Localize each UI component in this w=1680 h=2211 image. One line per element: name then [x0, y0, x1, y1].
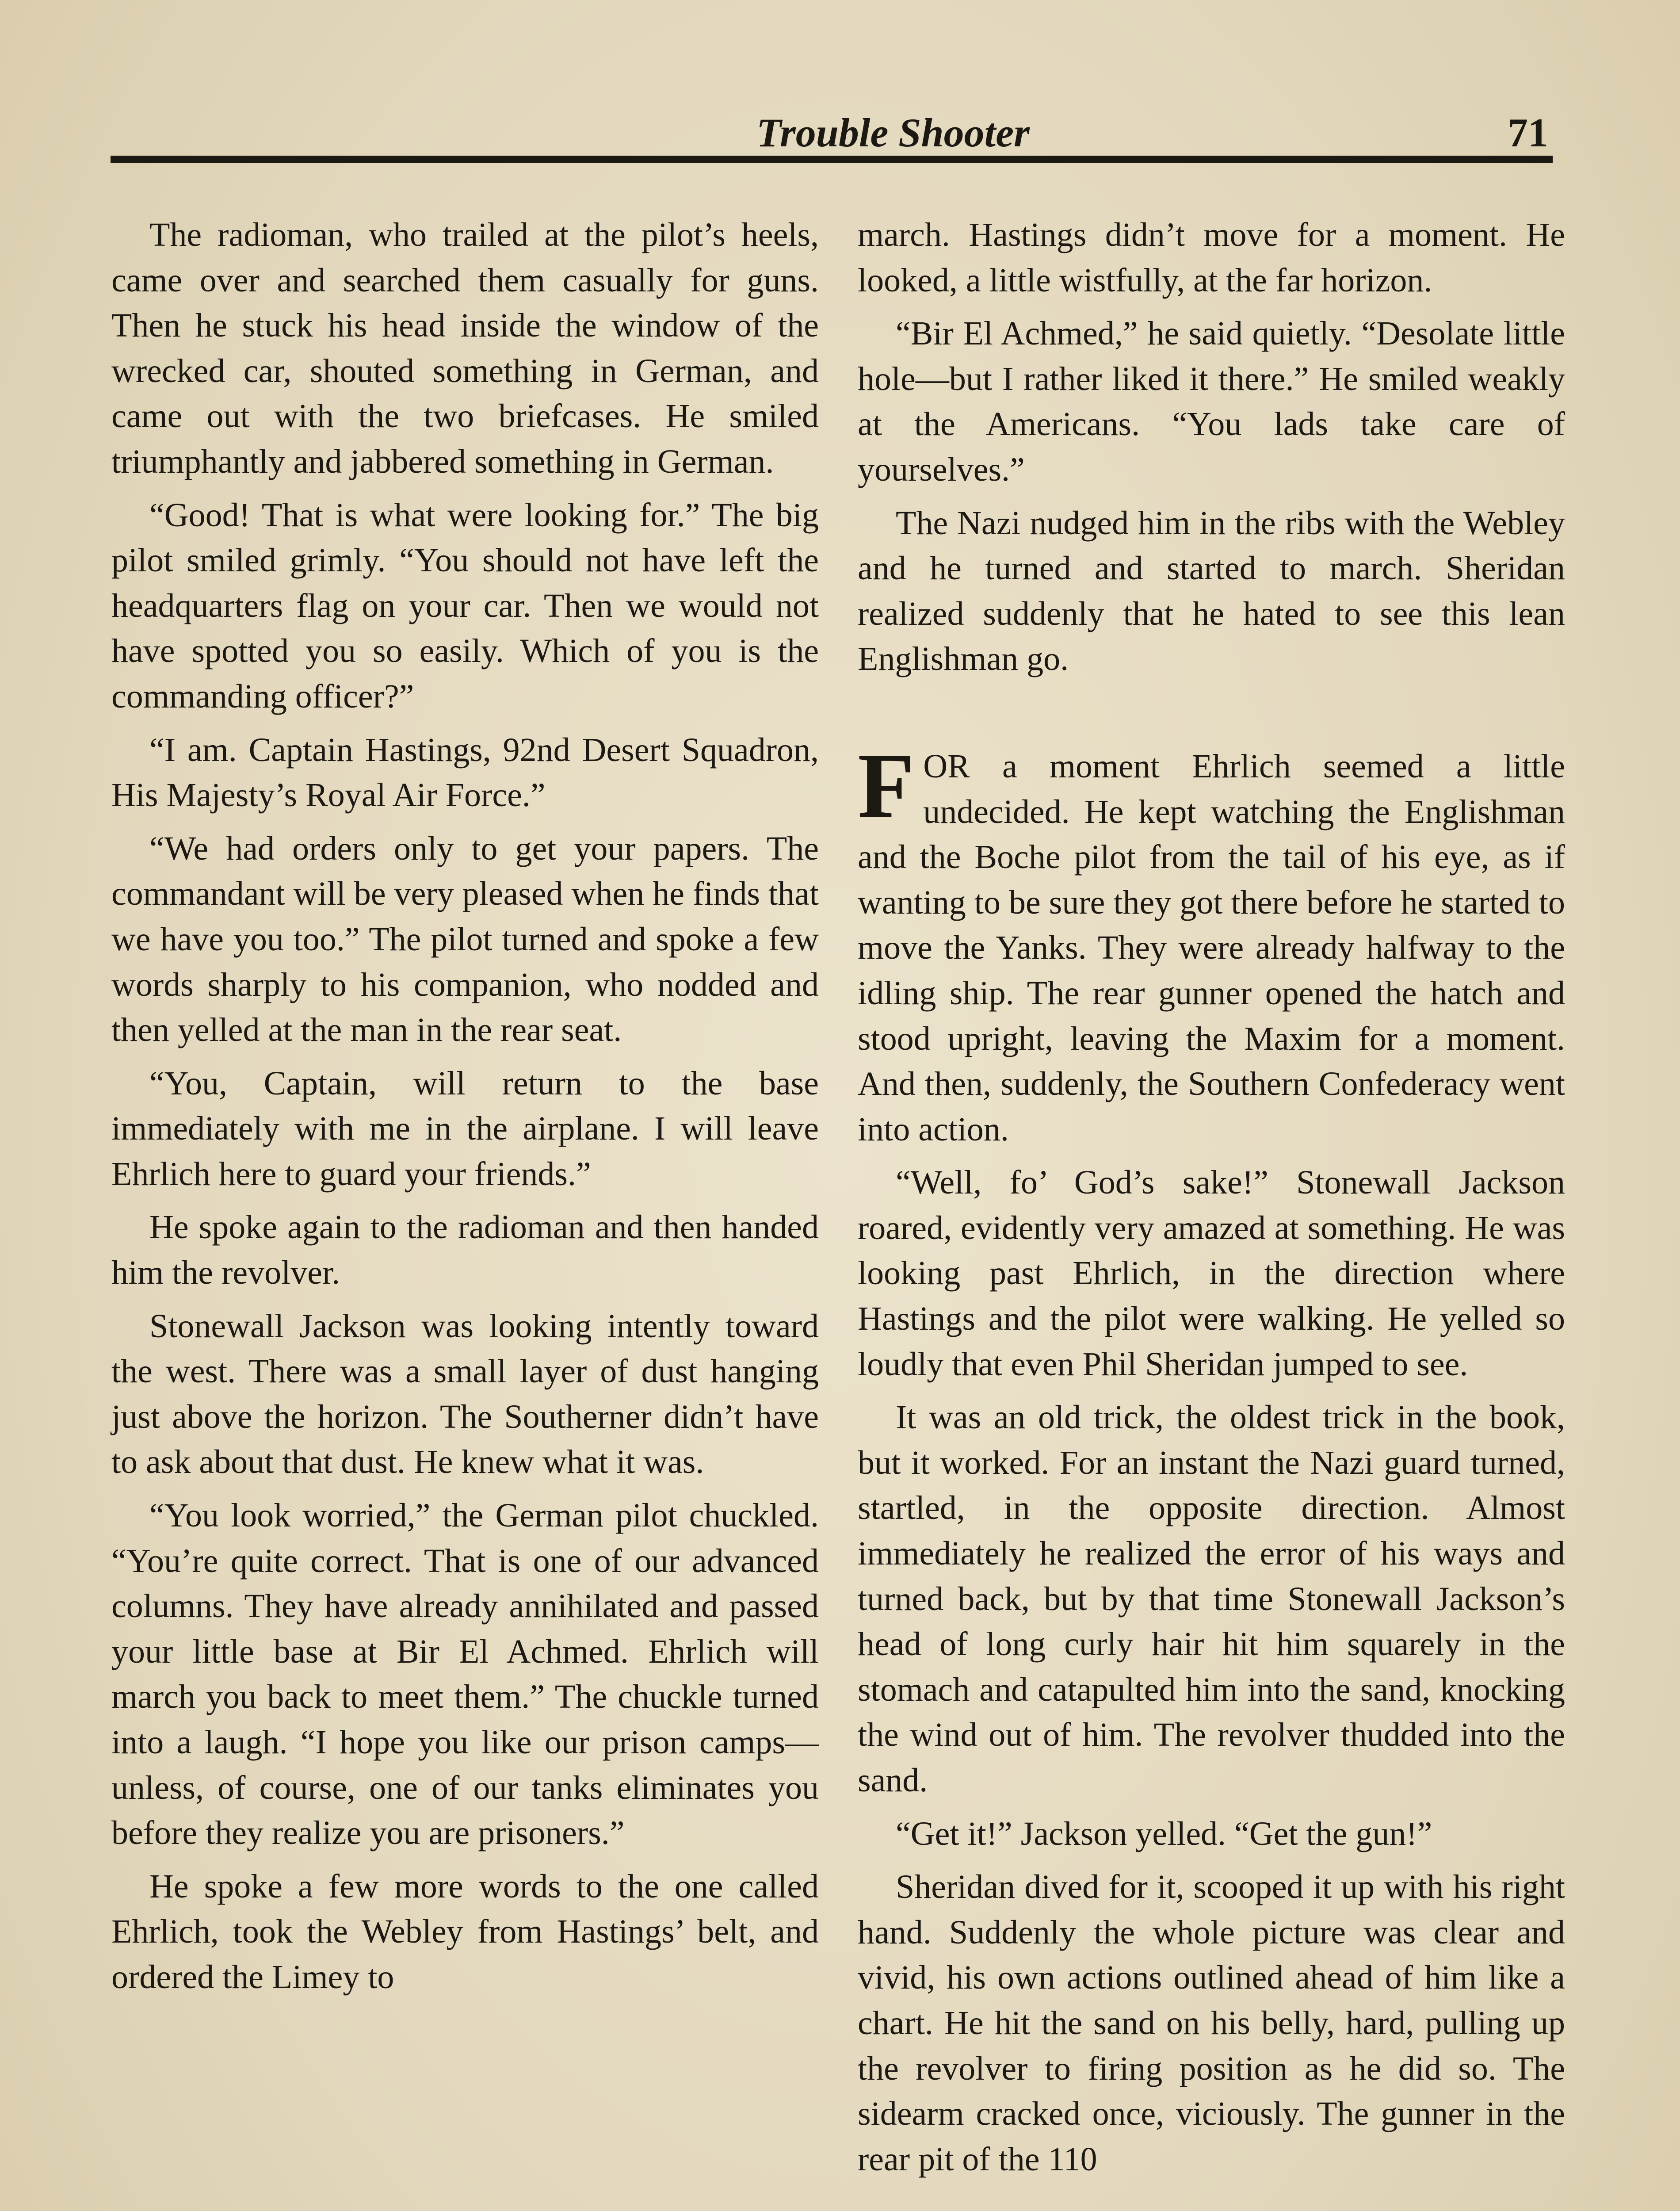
paragraph: The Nazi nudged him in the ribs with the Webley and he turned and started to march. Sheridan realized suddenly that he hated to see this lean Englishman go. — [858, 504, 1565, 678]
paragraph: Sheridan dived for it, scooped it up with his right hand. Suddenly the whole picture was clear and vivid, his own actions outlined ahead of him like a chart. He hit the sand on his belly, hard, pulling up the revolver to firing position as he did so. The sidearm cracked once, viciously. The gunner in the rear pit of the 110 — [858, 1868, 1565, 2178]
paragraph: “Bir El Achmed,” he said quietly. “Desolate little hole—but I rather liked it there.” He smiled weakly at the Americans. “You lads take care of yourselves.” — [858, 315, 1565, 488]
paragraph: “I am. Captain Hastings, 92nd Desert Squadron, His Majesty’s Royal Air Force.” — [111, 731, 819, 814]
paragraph: The radioman, who trailed at the pilot’s heels, came over and searched them casually for guns. Then he stuck his head inside the window of the wrecked car, shouted something in German, and came out with the two briefcases. He smiled triumphantly and jabbered something in German. — [111, 216, 819, 480]
paragraph: “You look worried,” the German pilot chuckled. “You’re quite correct. That is one of our advanced columns. They have already annihilated and passed your little base at Bir El Achmed. Ehrlich will march you back to meet them.” The chuckle turned into a laugh. “I hope you like our prison camps—unless, of course, one of our tanks eliminates you before they realize you are prisoners.” — [111, 1497, 819, 1852]
continued-paragraph: march. Hastings didn’t move for a moment. He looked, a little wistfully, at the far horizon. — [858, 216, 1565, 299]
header-rule — [111, 156, 1553, 163]
drop-paragraph-text: OR a moment Ehrlich seemed a little undecided. He kept watching the Englishman and the Boche pilot from the tail of his eye, as if wanting to be sure they got there before he started to move the Yanks. They were already halfway to the idling ship. The rear gunner opened the hatch and stood upright, leaving the Maxim for a moment. And then, suddenly, the Southern Confederacy went into action. — [858, 747, 1565, 1148]
paragraph: “We had orders only to get your papers. The commandant will be very pleased when he finds that we have you too.” The pilot turned and spoke a few words sharply to his companion, who nodded and then yelled at the man in the rear seat. — [111, 830, 819, 1049]
paragraph: It was an old trick, the oldest trick in the book, but it worked. For an instant the Nazi guard turned, startled, in the opposite direction. Almost immediately he realized the error of his ways and turned back, but by that time Stonewall Jackson’s head of long curly hair hit him squarely in the stomach and catapulted him into the sand, knocking the wind out of him. The revolver thudded into the sand. — [858, 1399, 1565, 1799]
paragraph: Stonewall Jackson was looking intently toward the west. There was a small layer of dust hanging just above the horizon. The Southerner didn’t have to ask about that dust. He knew what it was. — [111, 1307, 819, 1481]
drop-cap: F — [858, 734, 915, 837]
paragraph: “Get it!” Jackson yelled. “Get the gun!” — [896, 1815, 1432, 1852]
right-column — [858, 212, 1565, 2211]
running-header — [111, 106, 1553, 159]
left-column — [111, 212, 819, 2211]
page-number: 71 — [1508, 110, 1548, 155]
paragraph: “You, Captain, will return to the base immediately with me in the airplane. I will leave Ehrlich here to guard your friends.” — [111, 1064, 819, 1193]
paragraph: He spoke a few more words to the one called Ehrlich, took the Webley from Hastings’ belt, and ordered the Limey to — [111, 1867, 819, 1996]
section-opening-paragraph — [858, 734, 1565, 1152]
paragraph: “Good! That is what were looking for.” The big pilot smiled grimly. “You should not have left the headquarters flag on your car. Then we would not have spotted you so easily. Which of you is the commanding officer?” — [111, 496, 819, 715]
paragraph: He spoke again to the radioman and then handed him the revolver. — [111, 1209, 819, 1292]
running-title: Trouble Shooter — [756, 110, 1030, 155]
paragraph: “Well, fo’ God’s sake!” Stonewall Jackson roared, evidently very amazed at something. He was looking past Ehrlich, in the direction where Hastings and the pilot were walking. He yelled so loudly that even Phil Sheridan jumped to see. — [858, 1164, 1565, 1383]
